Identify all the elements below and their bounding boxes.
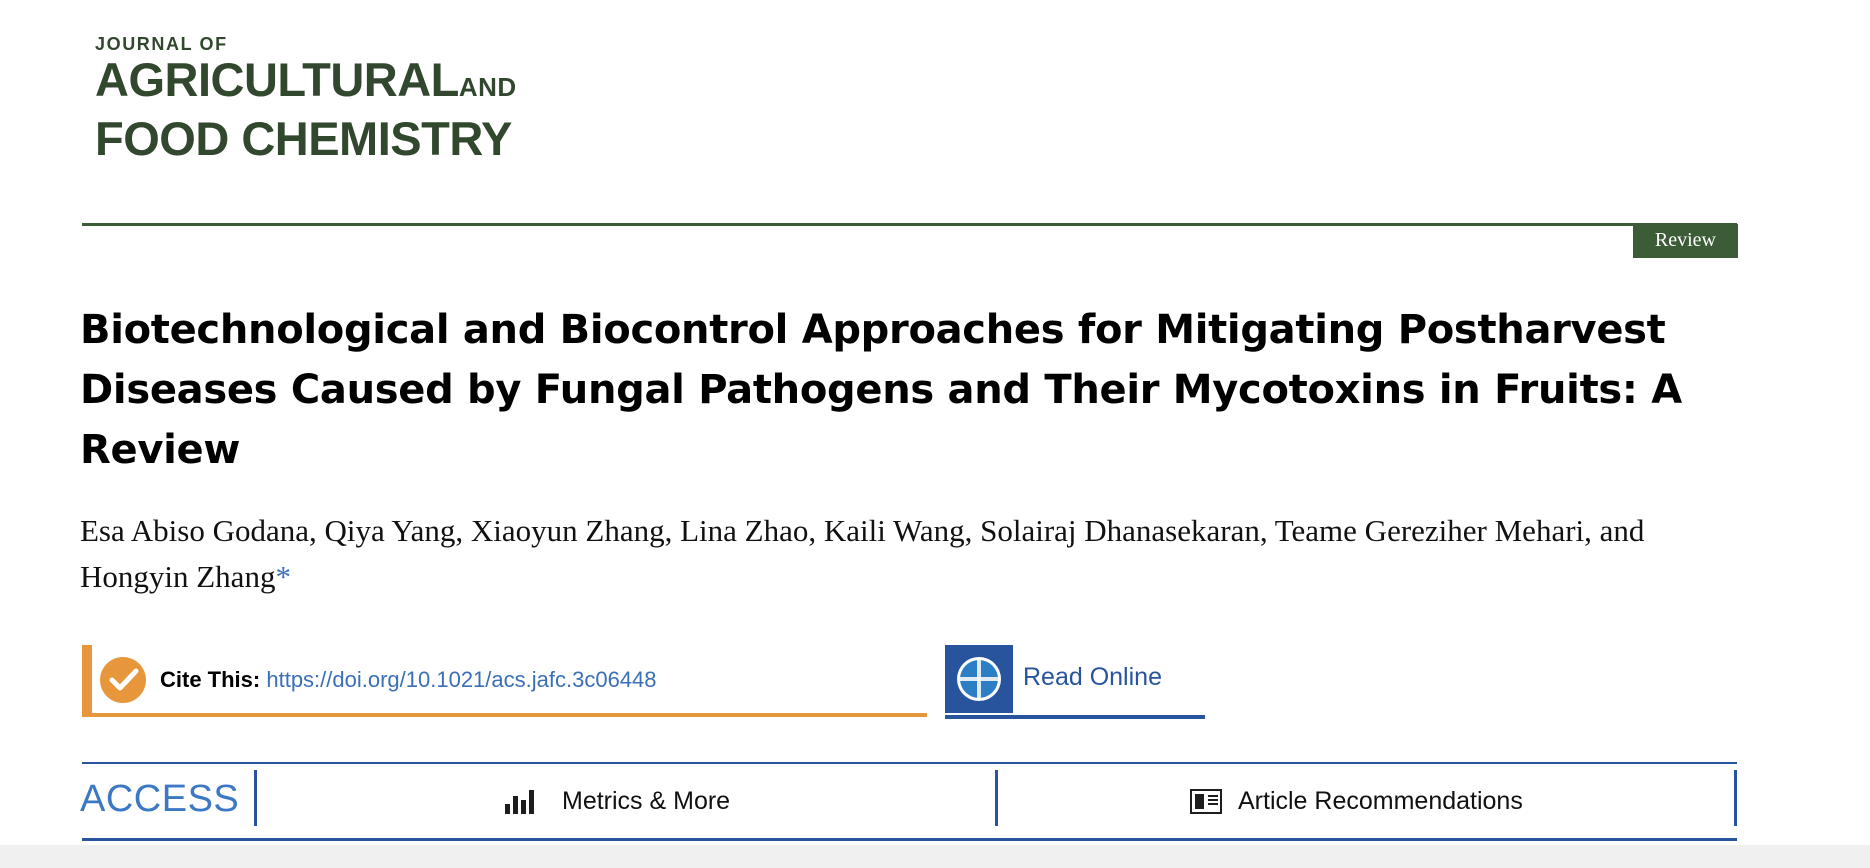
journal-logo-agricultural: AGRICULTURAL (95, 53, 459, 106)
cite-accent-block (82, 645, 92, 713)
globe-icon-inner (960, 660, 998, 698)
read-online-underline (945, 715, 1205, 719)
metrics-and-more-link[interactable]: Metrics & More (562, 787, 731, 815)
read-online-button[interactable] (945, 645, 1205, 723)
journal-logo (95, 34, 517, 165)
cite-this-bar (82, 645, 927, 721)
journal-logo-line1: JOURNAL OF (95, 34, 228, 54)
journal-logo-line3: FOOD CHEMISTRY (95, 112, 512, 165)
metrics-chart-icon (505, 788, 533, 814)
cite-underline (82, 713, 927, 717)
article-recommendations-link[interactable]: Article Recommendations (1238, 787, 1523, 815)
check-mark-icon (109, 668, 139, 694)
journal-logo-and: AND (458, 72, 517, 102)
read-online-label: Read Online (1023, 663, 1162, 691)
cite-this-label: Cite This: (160, 667, 261, 692)
globe-icon (957, 657, 1001, 701)
header-divider (82, 223, 1737, 226)
journal-logo-line2 (95, 54, 517, 113)
access-bar-separator-2 (995, 770, 998, 826)
article-type-badge: Review (1633, 224, 1738, 258)
read-online-icon-box (945, 645, 1013, 713)
access-bar-top-rule (82, 762, 1737, 764)
page-title: Biotechnological and Biocontrol Approaches for Mitigating Postharvest Diseases Caused by Fungal Pathogens and Their Mycotoxins in Fruits: A Review (80, 307, 1682, 473)
access-bar-separator-3 (1734, 770, 1737, 826)
article-recommendations-icon (1190, 789, 1222, 814)
access-bar-separator-1 (254, 770, 257, 826)
cite-text (160, 665, 657, 695)
check-circle-icon (100, 657, 146, 703)
corresponding-author-marker: * (275, 559, 291, 594)
author-list (80, 508, 1670, 600)
author-names: Esa Abiso Godana, Qiya Yang, Xiaoyun Zhang, Lina Zhao, Kaili Wang, Solairaj Dhanasekaran, Teame Gereziher Mehari, and Hongyin Zhang (80, 513, 1645, 594)
access-link[interactable]: ACCESS (80, 778, 240, 820)
access-bar-bottom-rule (82, 838, 1737, 841)
doi-link[interactable]: https://doi.org/10.1021/acs.jafc.3c06448 (266, 667, 657, 692)
